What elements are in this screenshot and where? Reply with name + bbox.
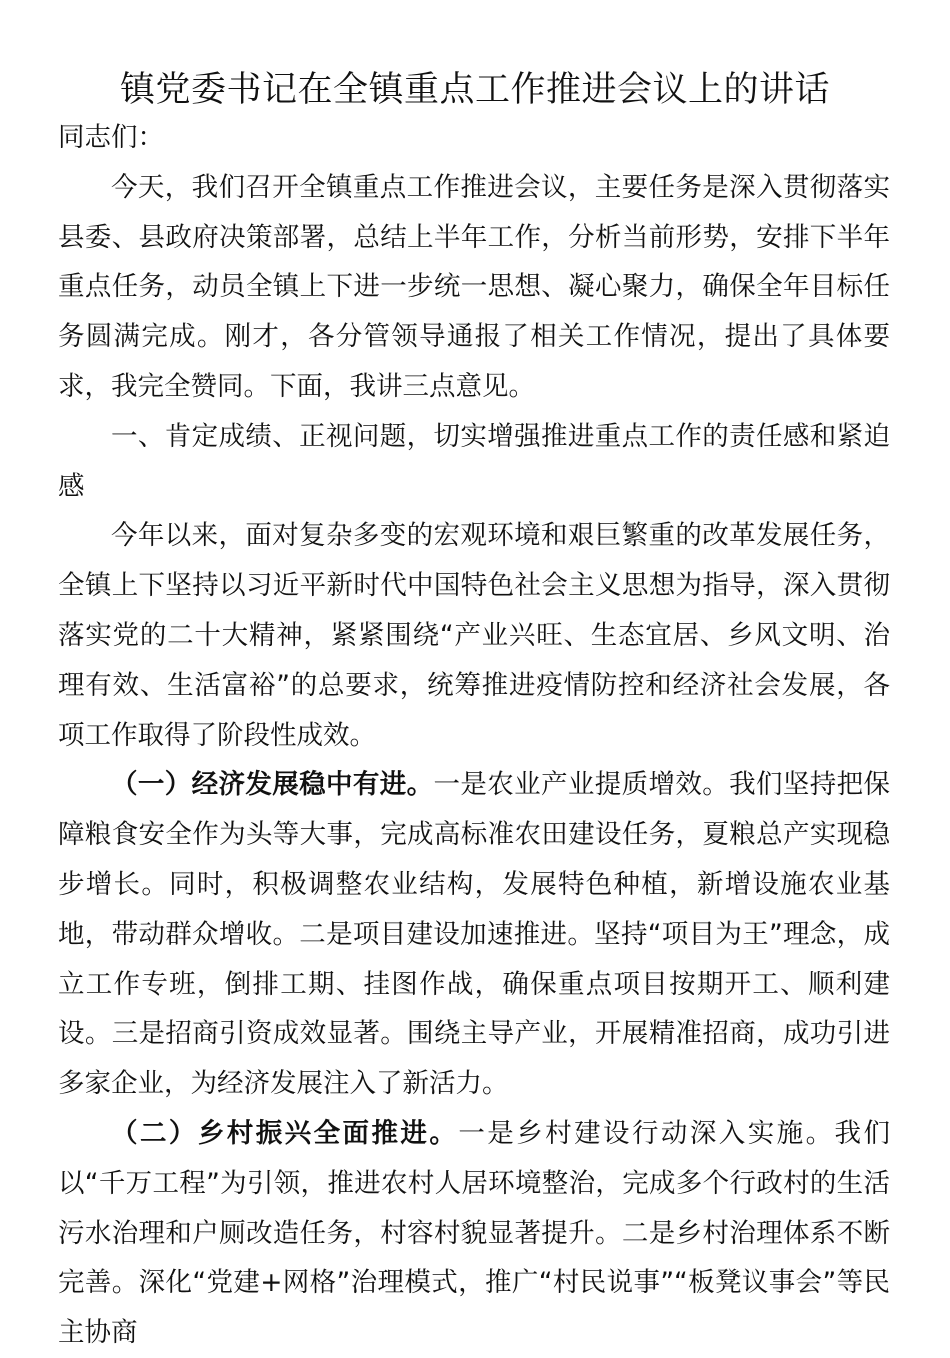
section-1-paragraph: 今年以来，面对复杂多变的宏观环境和艰巨繁重的改革发展任务，全镇上下坚持以习近平新时代中国特色社会主义思想为指导，深入贯彻落实党的二十大精神，紧紧围绕“产业兴旺、生态宜居、乡风文明、治理有效、生活富裕”的总要求，统筹推进疫情防控和经济社会发展，各项工作取得了阶段性成效。 — [58, 520, 890, 751]
document-body — [58, 113, 890, 1358]
subsection-1-heading: （一）经济发展稳中有进。 — [111, 769, 434, 801]
intro-paragraph: 今天，我们召开全镇重点工作推进会议，主要任务是深入贯彻落实县委、县政府决策部署，总结上半年工作，分析当前形势，安排下半年重点任务，动员全镇上下进一步统一思想、凝心聚力，确保全年目标任务圆满完成。刚才，各分管领导通报了相关工作情况，提出了具体要求，我完全赞同。下面，我讲三点意见。 — [58, 171, 890, 402]
subsection-2-text: 一是乡村建设行动深入实施。我们以“千万工程”为引领，推进农村人居环境整治，完成多个行政村的生活污水治理和户厕改造任务，村容村貌显著提升。二是乡村治理体系不断完善。深化“党建+网格”治理模式，推广“村民说事”“板凳议事会”等民主协商 — [58, 1117, 891, 1349]
subsection-1-text: 一是农业产业提质增效。我们坚持把保障粮食安全作为头等大事，完成高标准农田建设任务，夏粮总产实现稳步增长。同时，积极调整农业结构，发展特色种植，新增设施农业基地，带动群众增收。二是项目建设加速推进。坚持“项目为王”理念，成立工作专班，倒排工期、挂图作战，确保重点项目按期开工、顺利建设。三是招商引资成效显著。围绕主导产业，开展精准招商，成功引进多家企业，为经济发展注入了新活力。 — [58, 769, 890, 1100]
salutation: 同志们： — [58, 122, 164, 153]
subsection-2-heading: （二）乡村振兴全面推进。 — [111, 1117, 459, 1149]
subsection-2-paragraph — [58, 1109, 890, 1358]
subsection-1-paragraph — [58, 760, 890, 1109]
section-heading-1: 一、肯定成绩、正视问题，切实增强推进重点工作的责任感和紧迫感 — [58, 420, 890, 502]
document-title: 镇党委书记在全镇重点工作推进会议上的讲话 — [119, 70, 830, 110]
